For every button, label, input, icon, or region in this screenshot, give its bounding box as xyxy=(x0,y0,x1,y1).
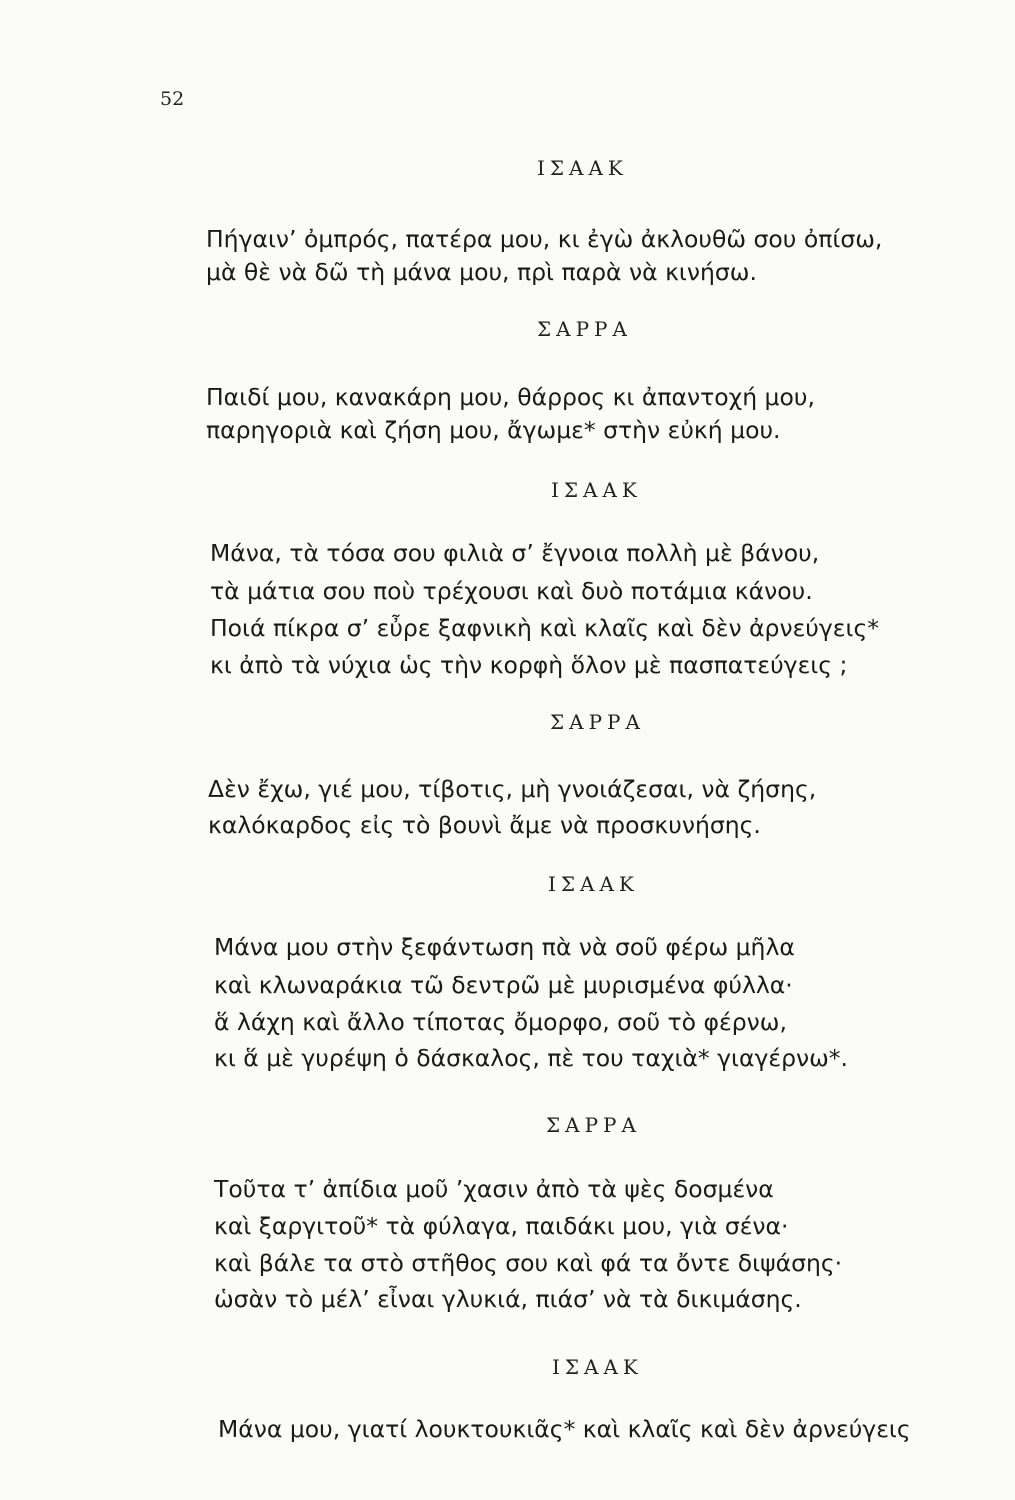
verse-line: καὶ κλωναράκια τῶ δεντρῶ μὲ μυρισμένα φύλλα· xyxy=(214,971,793,999)
speaker-heading: ΙΣΑΑΚ xyxy=(552,1355,643,1379)
verse-line: Παιδί μου, κανακάρη μου, θάρρος κι ἀπαντοχή μου, xyxy=(206,383,815,411)
verse-line: Ποιά πίκρα σ’ εὖρε ξαφνικὴ καὶ κλαῖς καὶ δὲν ἀρνεύγεις* xyxy=(210,614,880,642)
verse-line: ἅ λάχη καὶ ἄλλο τίποτας ὄμορφο, σοῦ τὸ φέρνω, xyxy=(214,1008,787,1036)
verse-line: καὶ ξαργιτοῦ* τὰ φύλαγα, παιδάκι μου, γιὰ σένα· xyxy=(214,1212,789,1240)
verse-line: Μάνα μου στὴν ξεφάντωση πὰ νὰ σοῦ φέρω μῆλα xyxy=(214,933,795,961)
speaker-heading: ΙΣΑΑΚ xyxy=(548,872,639,896)
speaker-heading: ΙΣΑΑΚ xyxy=(537,156,628,180)
verse-line: τὰ μάτια σου ποὺ τρέχουσι καὶ δυὸ ποτάμια κάνου. xyxy=(210,577,813,605)
verse-line: παρηγοριὰ καὶ ζήση μου, ἄγωμε* στὴν εὐκή μου. xyxy=(206,416,781,444)
verse-line: Μάνα μου, γιατί λουκτουκιᾶς* καὶ κλαῖς καὶ δὲν ἀρνεύγεις xyxy=(218,1415,911,1443)
speaker-heading: ΙΣΑΑΚ xyxy=(551,478,642,502)
verse-line: καλόκαρδος εἰς τὸ βουνὶ ἄμε νὰ προσκυνήσης. xyxy=(208,811,761,839)
verse-line: καὶ βάλε τα στὸ στῆθος σου καὶ φά τα ὄντε διψάσης· xyxy=(214,1249,843,1277)
speaker-heading: ΣΑΡΡΑ xyxy=(546,1113,641,1137)
verse-line: ὡσὰν τὸ μέλ’ εἶναι γλυκιά, πιάσ’ νὰ τὰ δικιμάσης. xyxy=(214,1285,802,1313)
verse-line: Δὲν ἔχω, γιέ μου, τίβοτις, μὴ γνοιάζεσαι, νὰ ζήσης, xyxy=(208,775,817,803)
verse-line: Τοῦτα τ’ ἀπίδια μοῦ ’χασιν ἀπὸ τὰ ψὲς δοσμένα xyxy=(214,1175,774,1203)
speaker-heading: ΣΑΡΡΑ xyxy=(550,710,645,734)
verse-line: Πήγαιν’ ὀμπρός, πατέρα μου, κι ἐγὼ ἀκλουθῶ σου ὀπίσω, xyxy=(206,225,883,253)
page-number: 52 xyxy=(160,88,185,110)
verse-line: κι ἀπὸ τὰ νύχια ὡς τὴν κορφὴ ὅλον μὲ πασπατεύγεις ; xyxy=(210,651,848,679)
speaker-heading: ΣΑΡΡΑ xyxy=(537,317,632,341)
verse-line: Μάνα, τὰ τόσα σου φιλιὰ σ’ ἔγνοια πολλὴ μὲ βάνου, xyxy=(210,539,820,567)
verse-line: κι ἅ μὲ γυρέψη ὁ δάσκαλος, πὲ του ταχιὰ* γιαγέρνω*. xyxy=(214,1044,849,1072)
verse-line: μὰ θὲ νὰ δῶ τὴ μάνα μου, πρὶ παρὰ νὰ κινήσω. xyxy=(206,258,757,286)
